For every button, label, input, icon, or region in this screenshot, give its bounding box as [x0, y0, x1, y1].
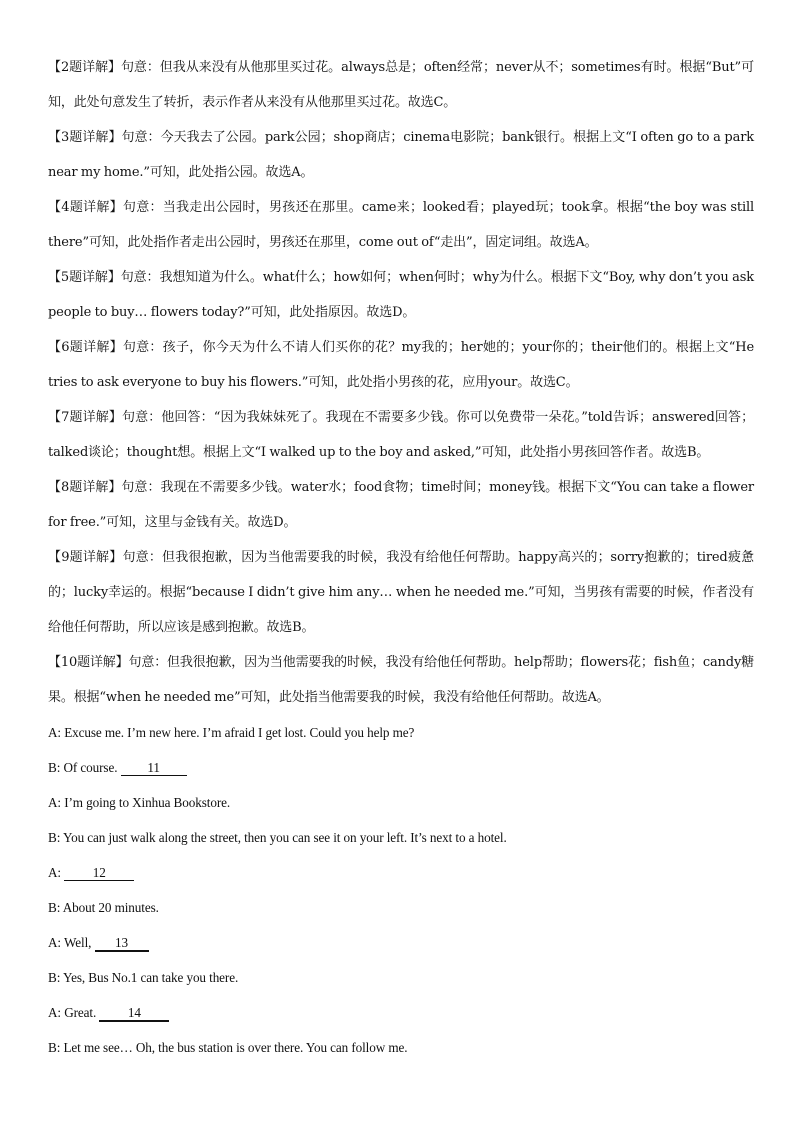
answer-blank-12: 12	[64, 866, 134, 881]
speaker-label: A:	[48, 1005, 61, 1020]
answer-blank-13: 13	[95, 936, 149, 952]
dialogue-line	[48, 750, 754, 785]
dialogue-text: About 20 minutes.	[62, 900, 159, 915]
speaker-label: B:	[48, 900, 61, 915]
dialogue-line	[48, 995, 754, 1030]
explanation-q5: 【5题详解】句意：我想知道为什么。what什么；how如何；when何时；why为什么。根据下文“Boy, why don’t you ask people to buy… flowers today?”可知，此处指原因。故选D。	[48, 270, 754, 320]
dialogue	[48, 715, 754, 1065]
speaker-label: B:	[48, 760, 61, 775]
dialogue-text: Great.	[64, 1005, 97, 1020]
dialogue-line	[48, 785, 754, 820]
explanation-q4: 【4题详解】句意：当我走出公园时，男孩还在那里。came来；looked看；played玩；took拿。根据“the boy was still there”可知，此处指作者走出公园时，男孩还在那里，come out of“走出”，固定词组。故选A。	[48, 200, 754, 250]
explanation-q8: 【8题详解】句意：我现在不需要多少钱。water水；food食物；time时间；money钱。根据下文“You can take a flower for free.”可知，这里与金钱有关。故选D。	[48, 480, 754, 530]
document-page	[48, 50, 754, 1065]
dialogue-line	[48, 890, 754, 925]
speaker-label: A:	[48, 935, 61, 950]
dialogue-text: Well,	[63, 935, 92, 950]
dialogue-text: You can just walk along the street, then you can see it on your left. It’s next to a hotel.	[62, 830, 507, 845]
speaker-label: B:	[48, 970, 61, 985]
speaker-label: A:	[48, 865, 61, 880]
explanation-q7: 【7题详解】句意：他回答：“因为我妹妹死了。我现在不需要多少钱。你可以免费带一朵花。”told告诉；answered回答；talked谈论；thought想。根据上文“I walked up to the boy and asked,”可知，此处指小男孩回答作者。故选B。	[48, 410, 754, 460]
dialogue-text: Excuse me. I’m new here. I’m afraid I get lost. Could you help me?	[64, 725, 415, 740]
speaker-label: B:	[48, 1040, 61, 1055]
speaker-label: A:	[48, 795, 61, 810]
dialogue-line	[48, 960, 754, 995]
explanation-q9: 【9题详解】句意：但我很抱歉，因为当他需要我的时候，我没有给他任何帮助。happy高兴的；sorry抱歉的；tired疲惫的；lucky幸运的。根据“because I didn’t give him any… when he needed me.”可知，当男孩有需要的时候，作者没有给他任何帮助，所以应该是感到抱歉。故选B。	[48, 550, 754, 635]
dialogue-text: I’m going to Xinhua Bookstore.	[64, 795, 231, 810]
explanation-q6: 【6题详解】句意：孩子，你今天为什么不请人们买你的花？my我的；her她的；your你的；their他们的。根据上文“He tries to ask everyone to buy his flowers.”可知，此处指小男孩的花，应用your。故选C。	[48, 340, 754, 390]
answer-blank-11: 11	[121, 761, 187, 776]
dialogue-line	[48, 855, 754, 890]
explanation-q3: 【3题详解】句意：今天我去了公园。park公园；shop商店；cinema电影院；bank银行。根据上文“I often go to a park near my home.”可知，此处指公园。故选A。	[48, 130, 754, 180]
dialogue-line	[48, 1030, 754, 1065]
dialogue-line	[48, 925, 754, 960]
dialogue-text: Of course.	[63, 760, 118, 775]
dialogue-line	[48, 715, 754, 750]
explanation-q10: 【10题详解】句意：但我很抱歉，因为当他需要我的时候，我没有给他任何帮助。help帮助；flowers花；fish鱼；candy糖果。根据“when he needed me”可知，此处指当他需要我的时候，我没有给他任何帮助。故选A。	[48, 655, 754, 705]
speaker-label: B:	[48, 830, 61, 845]
answer-blank-14: 14	[99, 1006, 169, 1022]
dialogue-line	[48, 820, 754, 855]
explanation-q2: 【2题详解】句意：但我从来没有从他那里买过花。always总是；often经常；never从不；sometimes有时。根据“But”可知，此处句意发生了转折，表示作者从来没有从他那里买过花。故选C。	[48, 60, 754, 110]
dialogue-text: Yes, Bus No.1 can take you there.	[62, 970, 239, 985]
speaker-label: A:	[48, 725, 61, 740]
dialogue-text: Let me see… Oh, the bus station is over there. You can follow me.	[63, 1040, 408, 1055]
